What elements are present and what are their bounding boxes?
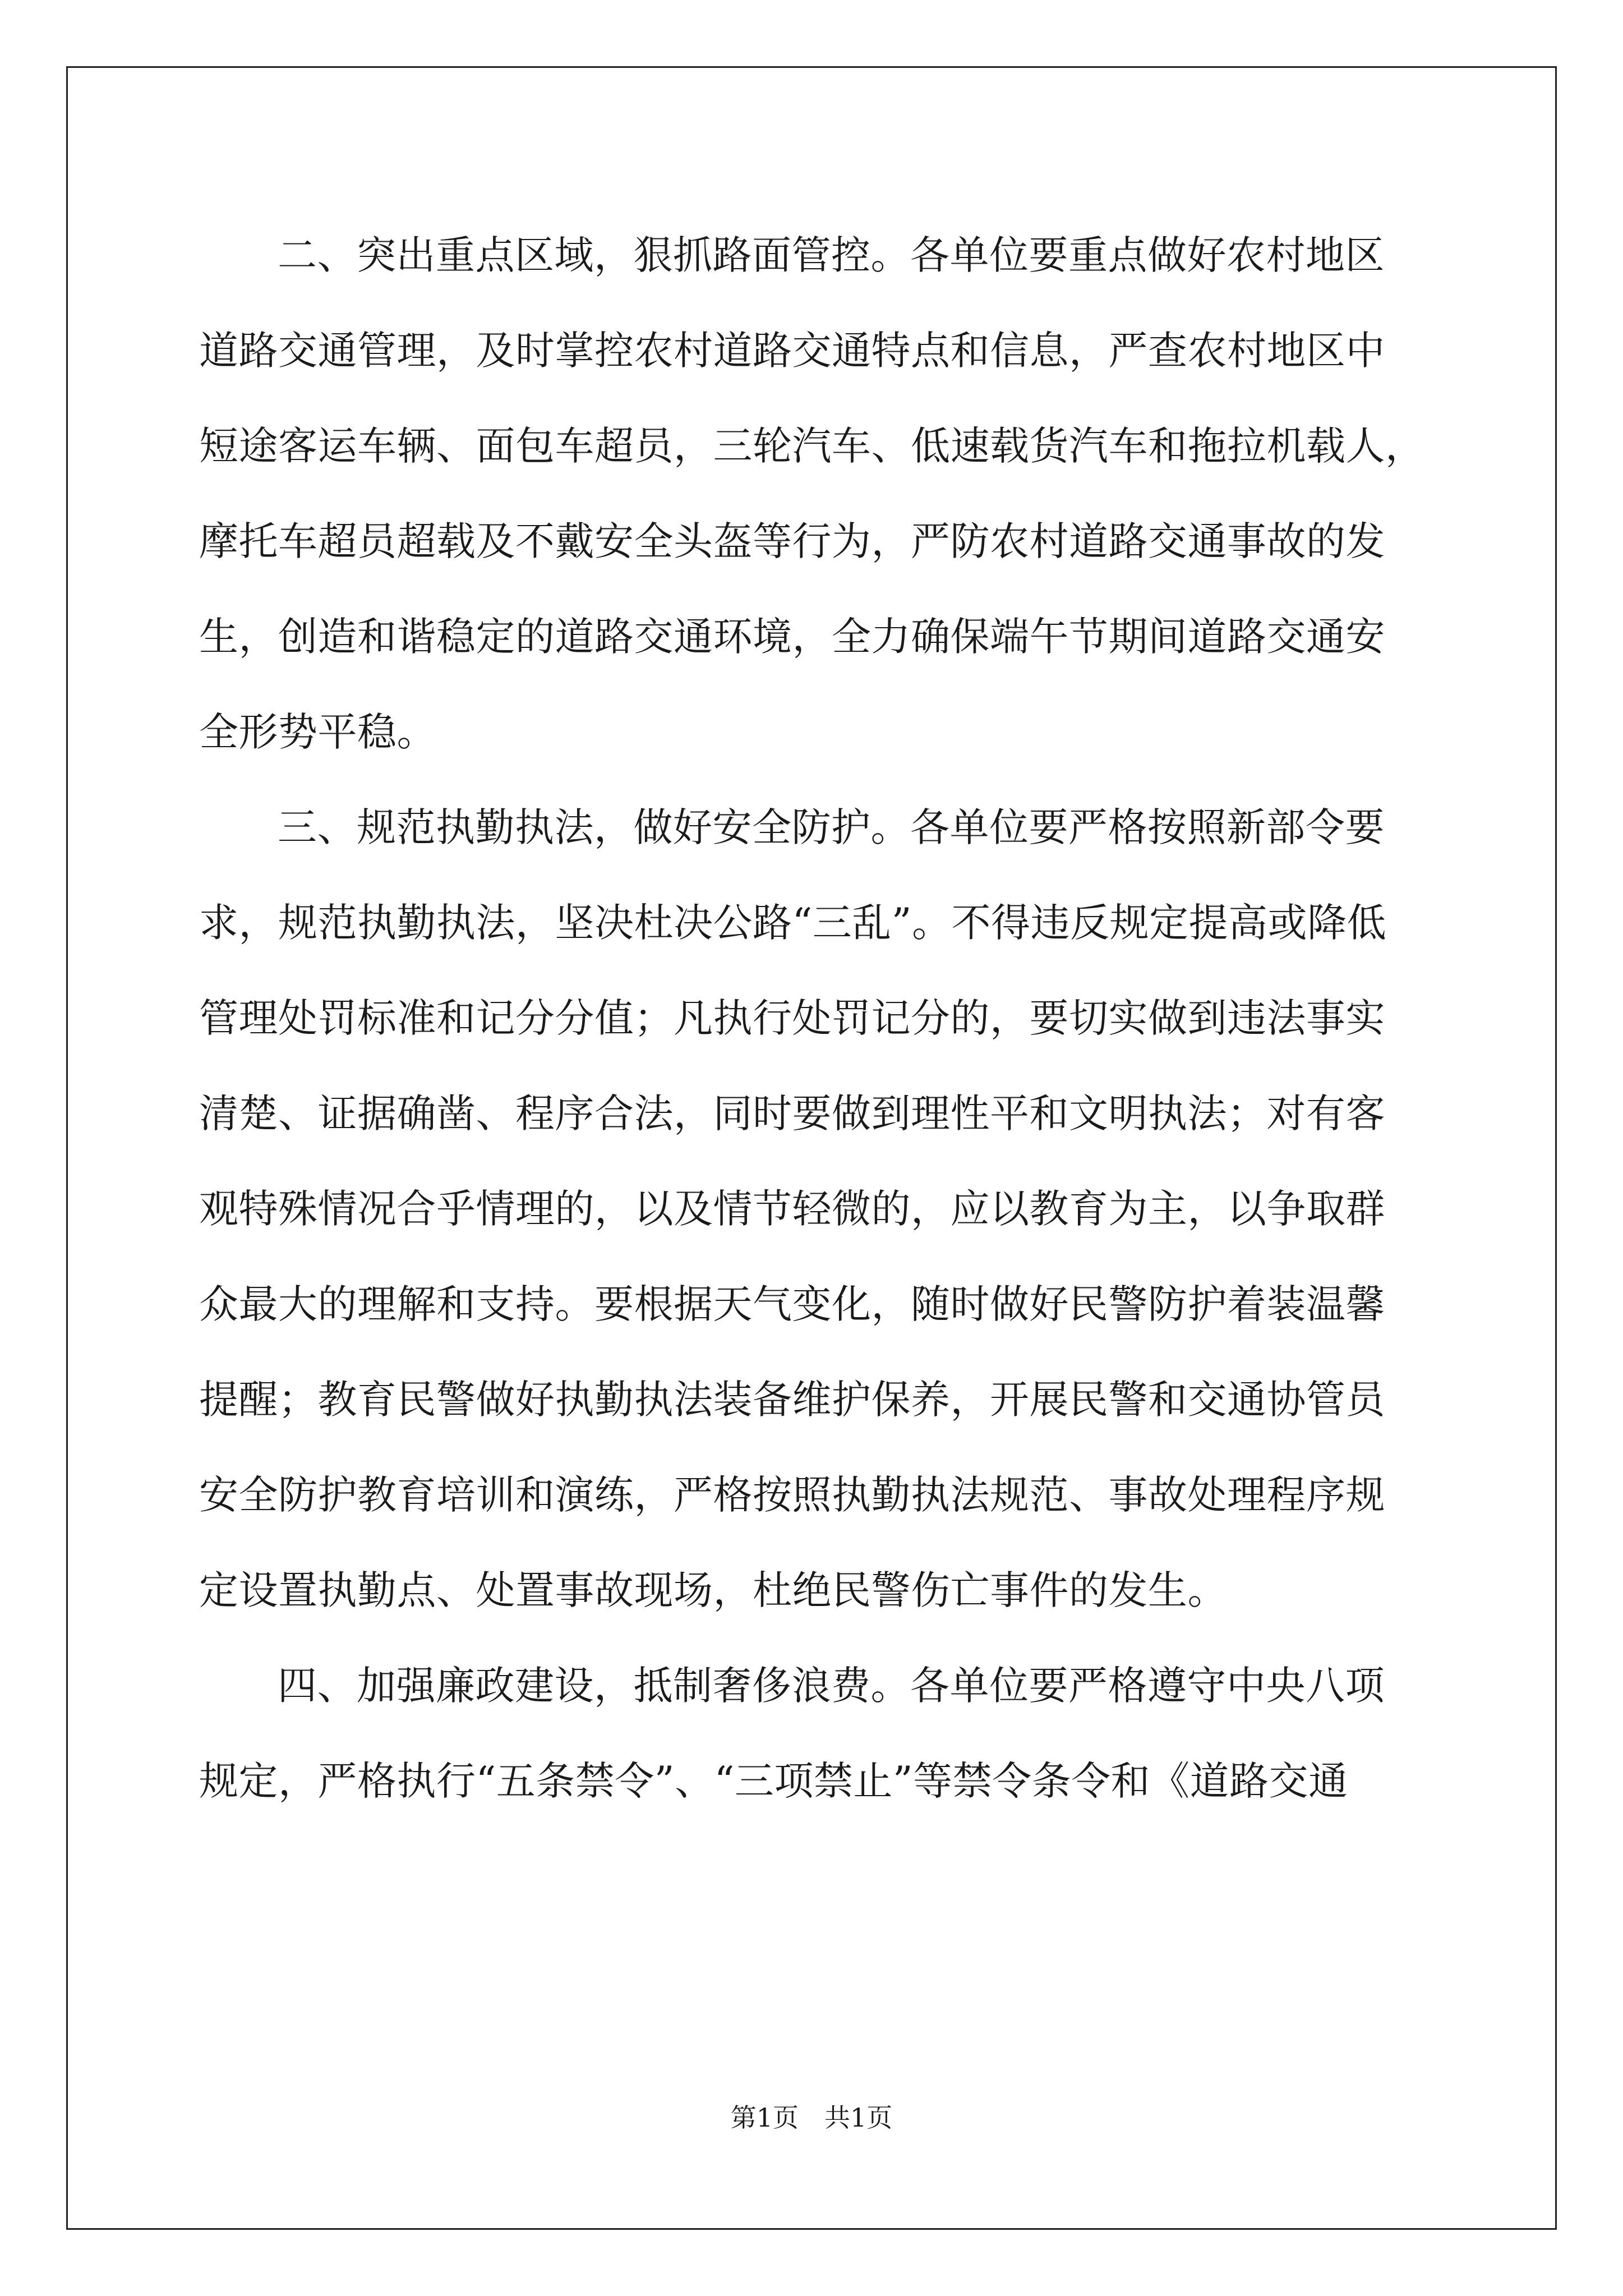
document-body — [199, 208, 1450, 1829]
text-line: 道路交通管理，及时掌控农村道路交通特点和信息，严查农村地区中 — [199, 328, 1385, 374]
text-line: 清楚、证据确凿、程序合法，同时要做到理性平和文明执法；对有客 — [199, 1091, 1385, 1137]
paragraph-2 — [199, 208, 1450, 780]
text-line: 规定，严格执行“五条禁令”、“三项禁止”等禁令条令和《道路交通 — [199, 1758, 1348, 1804]
text-line: 摩托车超员超载及不戴安全头盔等行为，严防农村道路交通事故的发 — [199, 518, 1385, 564]
text-line: 定设置执勤点、处置事故现场，杜绝民警伤亡事件的发生。 — [199, 1567, 1227, 1613]
paragraph-3 — [199, 780, 1450, 1638]
text-line: 生，创造和谐稳定的道路交通环境，全力确保端午节期间道路交通安 — [199, 614, 1385, 660]
text-line: 众最大的理解和支持。要根据天气变化，随时做好民警防护着装温馨 — [199, 1281, 1385, 1327]
text-line: 二、突出重点区域，狠抓路面管控。各单位要重点做好农村地区 — [278, 232, 1385, 278]
text-line: 求，规范执勤执法，坚决杜决公路“三乱”。不得违反规定提高或降低 — [199, 900, 1387, 946]
text-line: 全形势平稳。 — [199, 709, 436, 755]
paragraph-4 — [199, 1638, 1450, 1829]
text-line: 安全防护教育培训和演练，严格按照执勤执法规范、事故处理程序规 — [199, 1472, 1385, 1518]
text-line: 管理处罚标准和记分分值；凡执行处罚记分的，要切实做到违法事实 — [199, 995, 1385, 1041]
text-line: 提醒；教育民警做好执勤执法装备维护保养，开展民警和交通协管员 — [199, 1377, 1385, 1423]
text-line: 四、加强廉政建设，抵制奢侈浪费。各单位要严格遵守中央八项 — [278, 1663, 1385, 1709]
text-line: 短途客运车辆、面包车超员，三轮汽车、低速载货汽车和拖拉机载人， — [199, 423, 1425, 469]
text-line: 三、规范执勤执法，做好安全防护。各单位要严格按照新部令要 — [278, 804, 1385, 850]
page-number-footer: 第1页 共1页 — [730, 2102, 893, 2133]
text-line: 观特殊情况合乎情理的，以及情节轻微的，应以教育为主，以争取群 — [199, 1186, 1385, 1232]
